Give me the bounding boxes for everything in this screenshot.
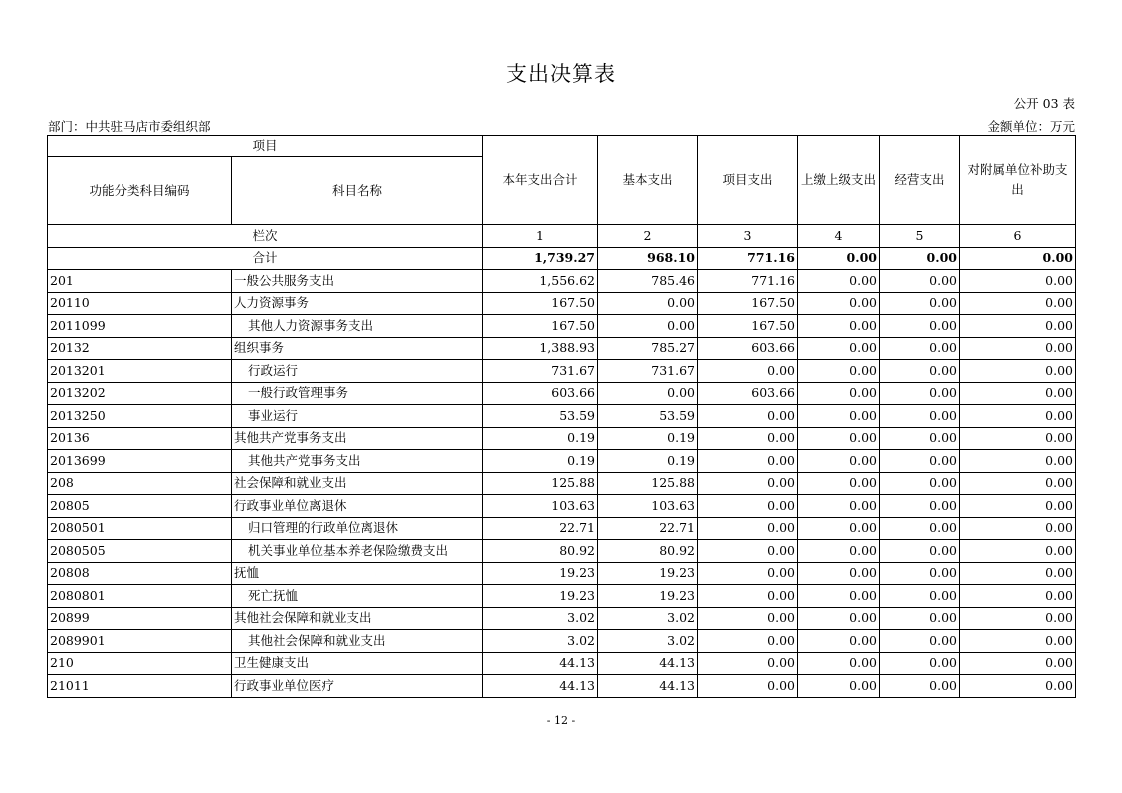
total-value: 0.00 [798, 247, 880, 270]
row-name: 行政事业单位离退休 [232, 495, 483, 518]
row-value: 0.00 [880, 540, 960, 563]
table-row [48, 630, 1076, 653]
row-value: 0.00 [960, 382, 1076, 405]
row-value: 0.00 [798, 562, 880, 585]
total-value: 0.00 [880, 247, 960, 270]
table-row [48, 270, 1076, 293]
header-basic: 基本支出 [598, 136, 698, 225]
row-value: 167.50 [483, 292, 598, 315]
row-value: 0.00 [698, 540, 798, 563]
row-value: 0.00 [880, 382, 960, 405]
total-row [48, 247, 1076, 270]
row-value: 44.13 [483, 675, 598, 698]
table-row [48, 472, 1076, 495]
row-value: 0.00 [698, 630, 798, 653]
row-value: 0.00 [698, 405, 798, 428]
table-row [48, 495, 1076, 518]
row-value: 3.02 [483, 607, 598, 630]
row-value: 44.13 [483, 652, 598, 675]
row-code: 201 [48, 270, 232, 293]
row-value: 0.00 [960, 292, 1076, 315]
row-value: 0.00 [880, 562, 960, 585]
row-value: 0.19 [598, 450, 698, 473]
row-value: 0.00 [698, 360, 798, 383]
row-value: 771.16 [698, 270, 798, 293]
table-row [48, 382, 1076, 405]
row-code: 20136 [48, 427, 232, 450]
row-code: 20132 [48, 337, 232, 360]
row-name: 组织事务 [232, 337, 483, 360]
row-value: 0.00 [798, 337, 880, 360]
row-name: 死亡抚恤 [232, 585, 483, 608]
header-upper: 上缴上级支出 [798, 136, 880, 225]
table-row [48, 315, 1076, 338]
row-value: 0.00 [798, 360, 880, 383]
row-value: 0.00 [960, 427, 1076, 450]
row-name: 社会保障和就业支出 [232, 472, 483, 495]
row-value: 0.00 [960, 607, 1076, 630]
row-code: 20899 [48, 607, 232, 630]
row-value: 19.23 [483, 585, 598, 608]
column-index-row [48, 225, 1076, 248]
row-value: 0.00 [960, 315, 1076, 338]
table-row [48, 652, 1076, 675]
row-value: 0.00 [880, 607, 960, 630]
row-value: 0.00 [698, 585, 798, 608]
row-name: 卫生健康支出 [232, 652, 483, 675]
table-row [48, 562, 1076, 585]
row-value: 80.92 [598, 540, 698, 563]
row-code: 2011099 [48, 315, 232, 338]
row-name: 其他社会保障和就业支出 [232, 630, 483, 653]
row-value: 0.00 [880, 270, 960, 293]
row-value: 731.67 [598, 360, 698, 383]
unit-label: 金额单位：万元 [987, 119, 1075, 134]
row-value: 0.00 [960, 517, 1076, 540]
row-value: 0.00 [960, 360, 1076, 383]
page-number: - 12 - [546, 714, 576, 727]
row-code: 2080505 [48, 540, 232, 563]
row-value: 1,388.93 [483, 337, 598, 360]
row-value: 603.66 [698, 382, 798, 405]
row-name: 事业运行 [232, 405, 483, 428]
row-value: 3.02 [598, 607, 698, 630]
row-value: 0.00 [598, 315, 698, 338]
row-value: 0.00 [698, 562, 798, 585]
row-value: 0.00 [880, 472, 960, 495]
table-row [48, 360, 1076, 383]
row-value: 0.00 [798, 382, 880, 405]
row-value: 103.63 [598, 495, 698, 518]
row-name: 其他社会保障和就业支出 [232, 607, 483, 630]
row-value: 603.66 [483, 382, 598, 405]
row-code: 2089901 [48, 630, 232, 653]
total-value: 1,739.27 [483, 247, 598, 270]
total-value: 771.16 [698, 247, 798, 270]
row-value: 0.00 [798, 607, 880, 630]
row-value: 0.00 [798, 540, 880, 563]
table-row [48, 585, 1076, 608]
row-name: 其他共产党事务支出 [232, 450, 483, 473]
column-index-5: 5 [880, 225, 960, 248]
table-row [48, 405, 1076, 428]
row-value: 603.66 [698, 337, 798, 360]
row-value: 0.00 [798, 495, 880, 518]
table-row [48, 607, 1076, 630]
row-value: 0.00 [960, 472, 1076, 495]
table-row [48, 292, 1076, 315]
row-value: 0.00 [960, 495, 1076, 518]
column-index-3: 3 [698, 225, 798, 248]
row-code: 21011 [48, 675, 232, 698]
table-row [48, 450, 1076, 473]
row-value: 0.00 [698, 495, 798, 518]
row-value: 0.19 [598, 427, 698, 450]
row-value: 80.92 [483, 540, 598, 563]
row-value: 167.50 [483, 315, 598, 338]
row-value: 3.02 [483, 630, 598, 653]
row-value: 0.19 [483, 427, 598, 450]
column-index-1: 1 [483, 225, 598, 248]
row-value: 0.19 [483, 450, 598, 473]
row-value: 785.46 [598, 270, 698, 293]
row-value: 0.00 [798, 427, 880, 450]
row-code: 20808 [48, 562, 232, 585]
header-item-group: 项目 [48, 136, 483, 157]
row-name: 其他共产党事务支出 [232, 427, 483, 450]
row-value: 0.00 [960, 630, 1076, 653]
row-name: 抚恤 [232, 562, 483, 585]
row-value: 0.00 [798, 630, 880, 653]
row-value: 0.00 [880, 495, 960, 518]
row-value: 0.00 [880, 405, 960, 428]
row-value: 22.71 [483, 517, 598, 540]
row-code: 2080501 [48, 517, 232, 540]
header-subsidy: 对附属单位补助支出 [960, 136, 1076, 225]
row-name: 一般公共服务支出 [232, 270, 483, 293]
row-value: 0.00 [798, 450, 880, 473]
row-code: 208 [48, 472, 232, 495]
total-label: 合计 [48, 247, 483, 270]
row-value: 0.00 [798, 270, 880, 293]
header-business: 经营支出 [880, 136, 960, 225]
row-value: 0.00 [960, 562, 1076, 585]
row-value: 0.00 [960, 675, 1076, 698]
column-index-2: 2 [598, 225, 698, 248]
page-title: 支出决算表 [506, 62, 616, 86]
row-name: 一般行政管理事务 [232, 382, 483, 405]
table-row [48, 427, 1076, 450]
row-code: 20110 [48, 292, 232, 315]
row-value: 0.00 [960, 652, 1076, 675]
row-value: 731.67 [483, 360, 598, 383]
column-index-label: 栏次 [48, 225, 483, 248]
row-value: 0.00 [960, 450, 1076, 473]
row-value: 0.00 [698, 427, 798, 450]
row-value: 0.00 [880, 315, 960, 338]
row-value: 125.88 [483, 472, 598, 495]
row-name: 行政运行 [232, 360, 483, 383]
row-value: 0.00 [698, 675, 798, 698]
row-value: 22.71 [598, 517, 698, 540]
row-value: 0.00 [880, 292, 960, 315]
row-value: 0.00 [960, 270, 1076, 293]
row-value: 167.50 [698, 315, 798, 338]
row-name: 其他人力资源事务支出 [232, 315, 483, 338]
row-value: 0.00 [698, 607, 798, 630]
row-value: 0.00 [798, 405, 880, 428]
table-row [48, 337, 1076, 360]
row-value: 19.23 [598, 585, 698, 608]
total-value: 968.10 [598, 247, 698, 270]
row-value: 0.00 [798, 517, 880, 540]
header-total: 本年支出合计 [483, 136, 598, 225]
column-index-6: 6 [960, 225, 1076, 248]
row-value: 0.00 [798, 315, 880, 338]
row-code: 2013699 [48, 450, 232, 473]
row-value: 0.00 [598, 292, 698, 315]
row-code: 2013202 [48, 382, 232, 405]
row-value: 125.88 [598, 472, 698, 495]
column-index-4: 4 [798, 225, 880, 248]
row-code: 2013201 [48, 360, 232, 383]
row-value: 0.00 [960, 585, 1076, 608]
row-value: 0.00 [880, 652, 960, 675]
header-name: 科目名称 [232, 157, 483, 225]
row-value: 44.13 [598, 652, 698, 675]
row-value: 0.00 [698, 450, 798, 473]
row-value: 0.00 [880, 360, 960, 383]
row-value: 53.59 [483, 405, 598, 428]
total-value: 0.00 [960, 247, 1076, 270]
row-value: 0.00 [798, 652, 880, 675]
row-value: 44.13 [598, 675, 698, 698]
row-value: 0.00 [798, 675, 880, 698]
table-row [48, 675, 1076, 698]
row-value: 1,556.62 [483, 270, 598, 293]
row-value: 167.50 [698, 292, 798, 315]
row-value: 0.00 [880, 585, 960, 608]
row-value: 0.00 [798, 472, 880, 495]
row-value: 785.27 [598, 337, 698, 360]
row-value: 0.00 [598, 382, 698, 405]
row-value: 0.00 [880, 427, 960, 450]
table-row [48, 517, 1076, 540]
row-value: 0.00 [960, 405, 1076, 428]
row-name: 机关事业单位基本养老保险缴费支出 [232, 540, 483, 563]
row-value: 53.59 [598, 405, 698, 428]
row-value: 103.63 [483, 495, 598, 518]
row-value: 0.00 [880, 450, 960, 473]
row-value: 0.00 [698, 517, 798, 540]
row-name: 人力资源事务 [232, 292, 483, 315]
row-code: 2013250 [48, 405, 232, 428]
row-value: 19.23 [483, 562, 598, 585]
row-value: 0.00 [960, 540, 1076, 563]
row-value: 0.00 [880, 337, 960, 360]
row-value: 0.00 [698, 652, 798, 675]
expenditure-table [47, 135, 1076, 698]
row-name: 行政事业单位医疗 [232, 675, 483, 698]
row-value: 3.02 [598, 630, 698, 653]
row-code: 2080801 [48, 585, 232, 608]
row-value: 0.00 [698, 472, 798, 495]
row-name: 归口管理的行政单位离退休 [232, 517, 483, 540]
department-label: 部门：中共驻马店市委组织部 [48, 119, 211, 134]
row-value: 0.00 [798, 292, 880, 315]
row-value: 0.00 [880, 630, 960, 653]
row-value: 0.00 [798, 585, 880, 608]
row-value: 0.00 [960, 337, 1076, 360]
row-value: 19.23 [598, 562, 698, 585]
row-code: 20805 [48, 495, 232, 518]
form-number: 公开 03 表 [1013, 96, 1075, 111]
row-value: 0.00 [880, 517, 960, 540]
row-value: 0.00 [880, 675, 960, 698]
table-row [48, 540, 1076, 563]
row-code: 210 [48, 652, 232, 675]
header-code: 功能分类科目编码 [48, 157, 232, 225]
header-project: 项目支出 [698, 136, 798, 225]
